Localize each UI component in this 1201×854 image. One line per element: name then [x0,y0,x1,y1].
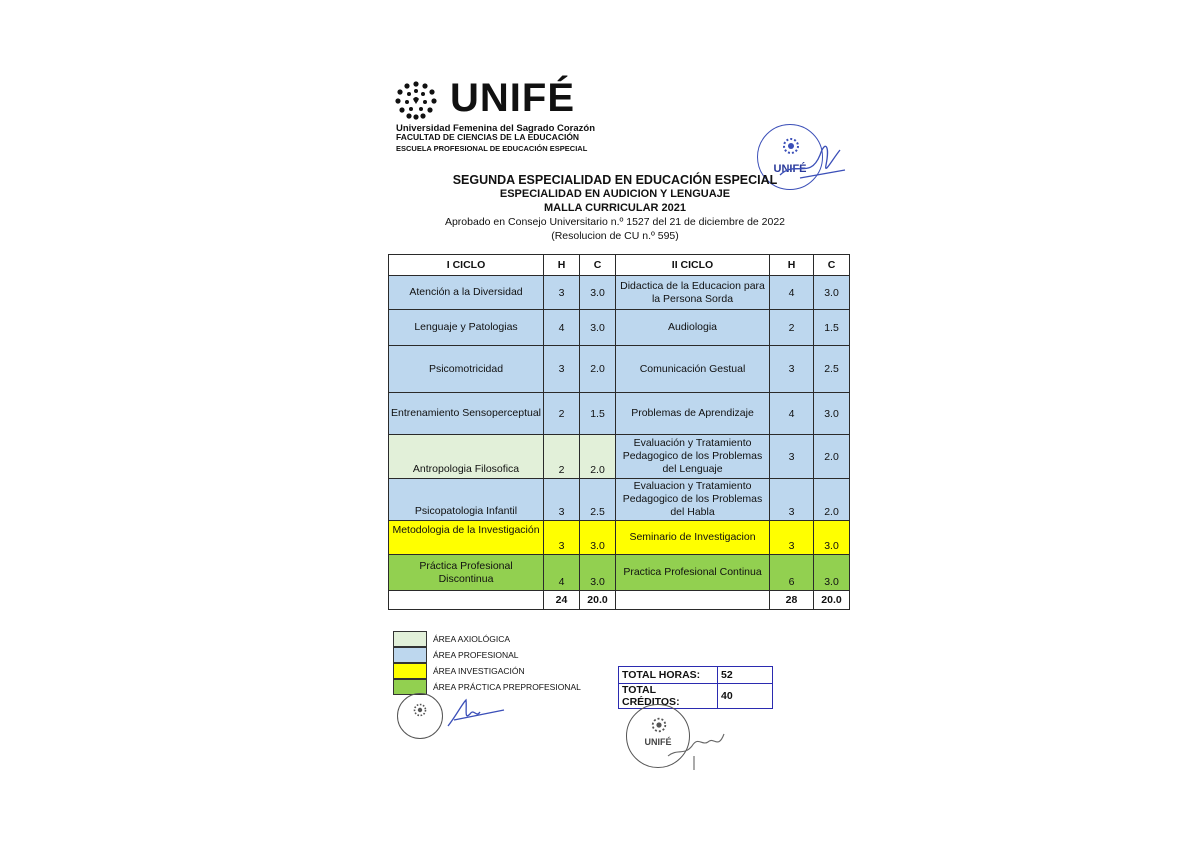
hours-cell: 2 [544,435,580,479]
hours-cell: 3 [544,346,580,393]
legend-swatch [393,631,427,647]
seal-emblem-icon [413,703,427,717]
hours-cell: 4 [770,393,814,435]
credits-cell: 3.0 [814,555,850,591]
totals-summary [618,666,773,709]
legend-swatch [393,647,427,663]
header-hours-1: H [544,255,580,276]
table-row [389,346,850,393]
table-row [389,310,850,346]
plan-title: MALLA CURRICULAR 2021 [544,202,686,214]
hours-cell: 2 [770,310,814,346]
table-row [389,276,850,310]
hours-cell: 4 [770,276,814,310]
table-row [389,435,850,479]
total-hours-value: 52 [718,667,773,684]
hours-cell: 4 [544,555,580,591]
hours-cell: 3 [770,479,814,521]
hours-cell: 6 [770,555,814,591]
curriculum-table [388,254,850,610]
legend-swatch [393,663,427,679]
legend-label: ÁREA PRÁCTICA PREPROFESIONAL [433,682,581,692]
credits-cell: 2.0 [580,435,616,479]
hours-cell: 3 [544,276,580,310]
credits-cell: 3.0 [814,521,850,555]
course-cell: Antropologia Filosofica [389,435,544,479]
seal-label: UNIFÉ [773,163,807,175]
hours-cell: 3 [544,479,580,521]
table-row [389,479,850,521]
course-cell: Comunicación Gestual [616,346,770,393]
table-row [389,555,850,591]
credits-cell: 2.0 [814,479,850,521]
credits-cell: 3.0 [814,276,850,310]
school-name: ESCUELA PROFESIONAL DE EDUCACIÓN ESPECIAL [396,144,588,153]
legend-label: ÁREA INVESTIGACIÓN [433,666,525,676]
table-header-row [389,255,850,276]
course-cell: Evaluacion y Tratamiento Pedagogico de los Problemas del Habla [616,479,770,521]
credits-cell: 2.0 [580,346,616,393]
credits-cell: 1.5 [814,310,850,346]
credits-cell: 3.0 [580,521,616,555]
course-cell: Psicopatologia Infantil [389,479,544,521]
total-hours-cycle-1: 24 [544,591,580,610]
course-cell: Evaluación y Tratamiento Pedagogico de los Problemas del Lenguaje [616,435,770,479]
total-credits-row [619,684,773,709]
signature-bottom-center [664,726,734,770]
approval-text: Aprobado en Consejo Universitario n.º 1527 del 21 de diciembre de 2022 [444,216,786,228]
credits-cell: 3.0 [814,393,850,435]
main-title: SEGUNDA ESPECIALIDAD EN EDUCACIÓN ESPECIAL [452,173,778,187]
hours-cell: 3 [770,346,814,393]
legend-label: ÁREA AXIOLÓGICA [433,634,511,644]
header-cycle-1: I CICLO [389,255,544,276]
flower-logo-icon [392,80,440,120]
totals-row [389,591,850,610]
course-cell: Problemas de Aprendizaje [616,393,770,435]
course-cell: Lenguaje y Patologias [389,310,544,346]
institution-logo [392,74,652,152]
resolution-text: (Resolucion de CU n.º 595) [551,230,679,242]
credits-cell: 1.5 [580,393,616,435]
seal-label: UNIFÉ [644,737,672,747]
course-cell: Audiologia [616,310,770,346]
course-cell: Atención a la Diversidad [389,276,544,310]
total-credits-label: TOTAL CRÉDITOS: [619,684,718,709]
total-credits-cycle-1: 20.0 [580,591,616,610]
totals-blank-cell [389,591,544,610]
total-hours-cycle-2: 28 [770,591,814,610]
official-seal-bottom-left [397,693,443,739]
course-cell: Entrenamiento Sensoperceptual [389,393,544,435]
hours-cell: 2 [544,393,580,435]
credits-cell: 3.0 [580,310,616,346]
total-credits-value: 40 [718,684,773,709]
course-cell: Psicomotricidad [389,346,544,393]
course-cell: Metodologia de la Investigación [389,521,544,555]
header-credits-2: C [814,255,850,276]
specialty-title: ESPECIALIDAD EN AUDICION Y LENGUAJE [499,188,731,200]
header-cycle-2: II CICLO [616,255,770,276]
total-credits-cycle-2: 20.0 [814,591,850,610]
logo-wordmark: UNIFÉ [450,76,575,120]
hours-cell: 3 [770,435,814,479]
faculty-name: FACULTAD DE CIENCIAS DE LA EDUCACIÓN [396,132,580,142]
course-cell: Didactica de la Educacion para la Persona Sorda [616,276,770,310]
course-cell: Practica Profesional Continua [616,555,770,591]
credits-cell: 2.5 [814,346,850,393]
credits-cell: 3.0 [580,555,616,591]
signature-bottom-left [440,696,510,730]
course-cell: Seminario de Investigacion [616,521,770,555]
institution-name: Universidad Femenina del Sagrado Corazón [396,123,596,134]
credits-cell: 2.5 [580,479,616,521]
totals-blank-cell [616,591,770,610]
table-row [389,393,850,435]
total-hours-row [619,667,773,684]
hours-cell: 3 [770,521,814,555]
hours-cell: 4 [544,310,580,346]
total-hours-label: TOTAL HORAS: [619,667,718,684]
legend-label: ÁREA PROFESIONAL [433,650,519,660]
hours-cell: 3 [544,521,580,555]
header-credits-1: C [580,255,616,276]
header-hours-2: H [770,255,814,276]
credits-cell: 3.0 [580,276,616,310]
course-cell: Práctica Profesional Discontinua [389,555,544,591]
table-row [389,521,850,555]
credits-cell: 2.0 [814,435,850,479]
